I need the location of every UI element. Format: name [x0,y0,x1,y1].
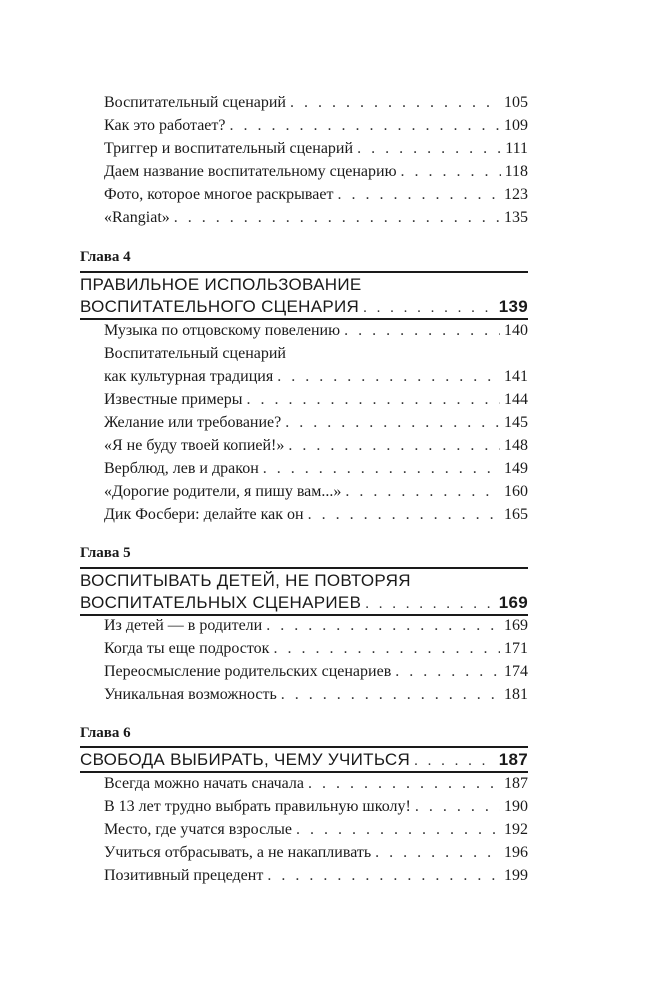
chapter-title-line: СВОБОДА ВЫБИРАТЬ, ЧЕМУ УЧИТЬСЯ [80,750,411,769]
toc-entry[interactable] [104,184,528,206]
leader-dots [230,115,501,137]
toc-entry-page: 196 [504,844,528,861]
toc-entry-page: 140 [504,322,528,339]
chapter-title[interactable]: ВОСПИТЫВАТЬ ДЕТЕЙ, НЕ ПОВТОРЯЯ [80,571,411,590]
chapter-title-line: ВОСПИТАТЕЛЬНЫХ СЦЕНАРИЕВ [80,593,362,612]
toc-entry-title: Как это работает? [104,117,226,134]
leader-dots [337,184,500,206]
chapter-label: Глава 5 [80,545,131,561]
toc-entry[interactable] [104,819,528,841]
toc-entry[interactable] [104,684,528,706]
toc-entry-title: Переосмысление родительских сценариев [104,663,392,680]
toc-entry-page: 109 [504,117,528,134]
toc-entry-page: 174 [504,663,528,680]
leader-dots [357,138,501,160]
toc-entry-title: Учиться отбрасывать, а не накапливать [104,844,372,861]
chapter-title-line: ВОСПИТАТЕЛЬНОГО СЦЕНАРИЯ [80,297,360,316]
toc-entry-title: Музыка по отцовскому повелению [104,322,341,339]
toc-entry[interactable] [104,412,528,434]
toc-entry-page: 141 [504,368,528,385]
leader-dots [273,638,500,660]
toc-entry[interactable] [104,115,528,137]
leader-dots [375,842,500,864]
toc-entry-page: 199 [504,867,528,884]
chapter-page: 187 [498,750,528,769]
toc-entry-title: «Rangiat» [104,209,170,226]
leader-dots [308,504,500,526]
leader-dots [363,297,495,319]
leader-dots [267,865,500,887]
toc-entry-title-line[interactable]: Воспитательный сценарий [104,345,286,362]
toc-entry-page: 165 [504,506,528,523]
leader-dots [285,412,500,434]
leader-dots [308,773,500,795]
toc-entry[interactable] [104,504,528,526]
toc-entry-title: Всегда можно начать сначала [104,775,304,792]
toc-entry-title: «Я не буду твоей копией!» [104,437,285,454]
toc-entry-page: 123 [504,186,528,203]
leader-dots [415,796,500,818]
toc-entry-page: 148 [504,437,528,454]
toc-entry-page: 135 [504,209,528,226]
toc-entry-title: Даем название воспитательному сценарию [104,163,397,180]
leader-dots [174,207,500,229]
toc-entry-title: как культурная традиция [104,368,274,385]
toc-entry-title: «Дорогие родители, я пишу вам...» [104,483,342,500]
leader-dots [344,320,500,342]
toc-entry-title: Верблюд, лев и дракон [104,460,259,477]
chapter-divider [80,271,528,273]
chapter-label: Глава 4 [80,249,131,265]
toc-entry[interactable] [104,366,528,388]
toc-entry[interactable] [104,207,528,229]
toc-entry-page: 160 [504,483,528,500]
toc-entry-page: 145 [504,414,528,431]
toc-entry-title: Из детей — в родители [104,617,263,634]
toc-entry-title: Фото, которое многое раскрывает [104,186,334,203]
toc-entry-title: Воспитательный сценарий [104,94,286,111]
chapter-divider [80,746,528,748]
toc-entry[interactable] [104,435,528,457]
toc-entry[interactable] [104,320,528,342]
leader-dots [246,389,500,411]
toc-entry-page: 169 [504,617,528,634]
toc-entry[interactable] [104,161,528,183]
leader-dots [281,684,500,706]
toc-entry[interactable] [104,615,528,637]
toc-entry[interactable] [104,638,528,660]
toc-entry[interactable] [104,458,528,480]
toc-entry-title: Известные примеры [104,391,243,408]
toc-entry-page: 171 [504,640,528,657]
chapter-label: Глава 6 [80,725,131,741]
toc-entry[interactable] [104,389,528,411]
leader-dots [288,435,500,457]
leader-dots [365,593,495,615]
toc-entry-title: Позитивный прецедент [104,867,264,884]
chapter-page: 139 [498,297,528,316]
toc-entry[interactable] [104,773,528,795]
toc-entry[interactable] [104,661,528,683]
toc-entry-page: 190 [504,798,528,815]
toc-entry-page: 111 [505,140,528,157]
toc-entry-page: 149 [504,460,528,477]
toc-entry-page: 181 [504,686,528,703]
leader-dots [414,750,495,772]
chapter-divider [80,567,528,569]
leader-dots [401,161,501,183]
toc-entry-title: Желание или требование? [104,414,282,431]
toc-entry-page: 192 [504,821,528,838]
chapter-page: 169 [498,593,528,612]
toc-entry[interactable] [104,842,528,864]
chapter-title-row[interactable] [80,749,528,772]
chapter-title[interactable]: ПРАВИЛЬНОЕ ИСПОЛЬЗОВАНИЕ [80,275,362,294]
toc-entry[interactable] [104,481,528,503]
toc-entry-page: 118 [504,163,528,180]
toc-entry-page: 144 [504,391,528,408]
toc-entry[interactable] [104,92,528,114]
toc-entry[interactable] [104,865,528,887]
leader-dots [296,819,500,841]
chapter-title-row[interactable] [80,296,528,319]
toc-entry-title: Дик Фосбери: делайте как он [104,506,304,523]
toc-entry[interactable] [104,796,528,818]
leader-dots [395,661,500,683]
leader-dots [266,615,500,637]
toc-entry-title: Место, где учатся взрослые [104,821,292,838]
leader-dots [290,92,500,114]
toc-entry-title: Уникальная возможность [104,686,277,703]
leader-dots [345,481,500,503]
toc-entry-title: В 13 лет трудно выбрать правильную школу! [104,798,411,815]
toc-entry-title: Триггер и воспитательный сценарий [104,140,354,157]
toc-entry-title: Когда ты еще подросток [104,640,270,657]
chapter-title-row[interactable] [80,592,528,615]
leader-dots [277,366,500,388]
toc-entry-page: 105 [504,94,528,111]
toc-entry[interactable] [104,138,528,160]
leader-dots [263,458,500,480]
toc-entry-page: 187 [504,775,528,792]
